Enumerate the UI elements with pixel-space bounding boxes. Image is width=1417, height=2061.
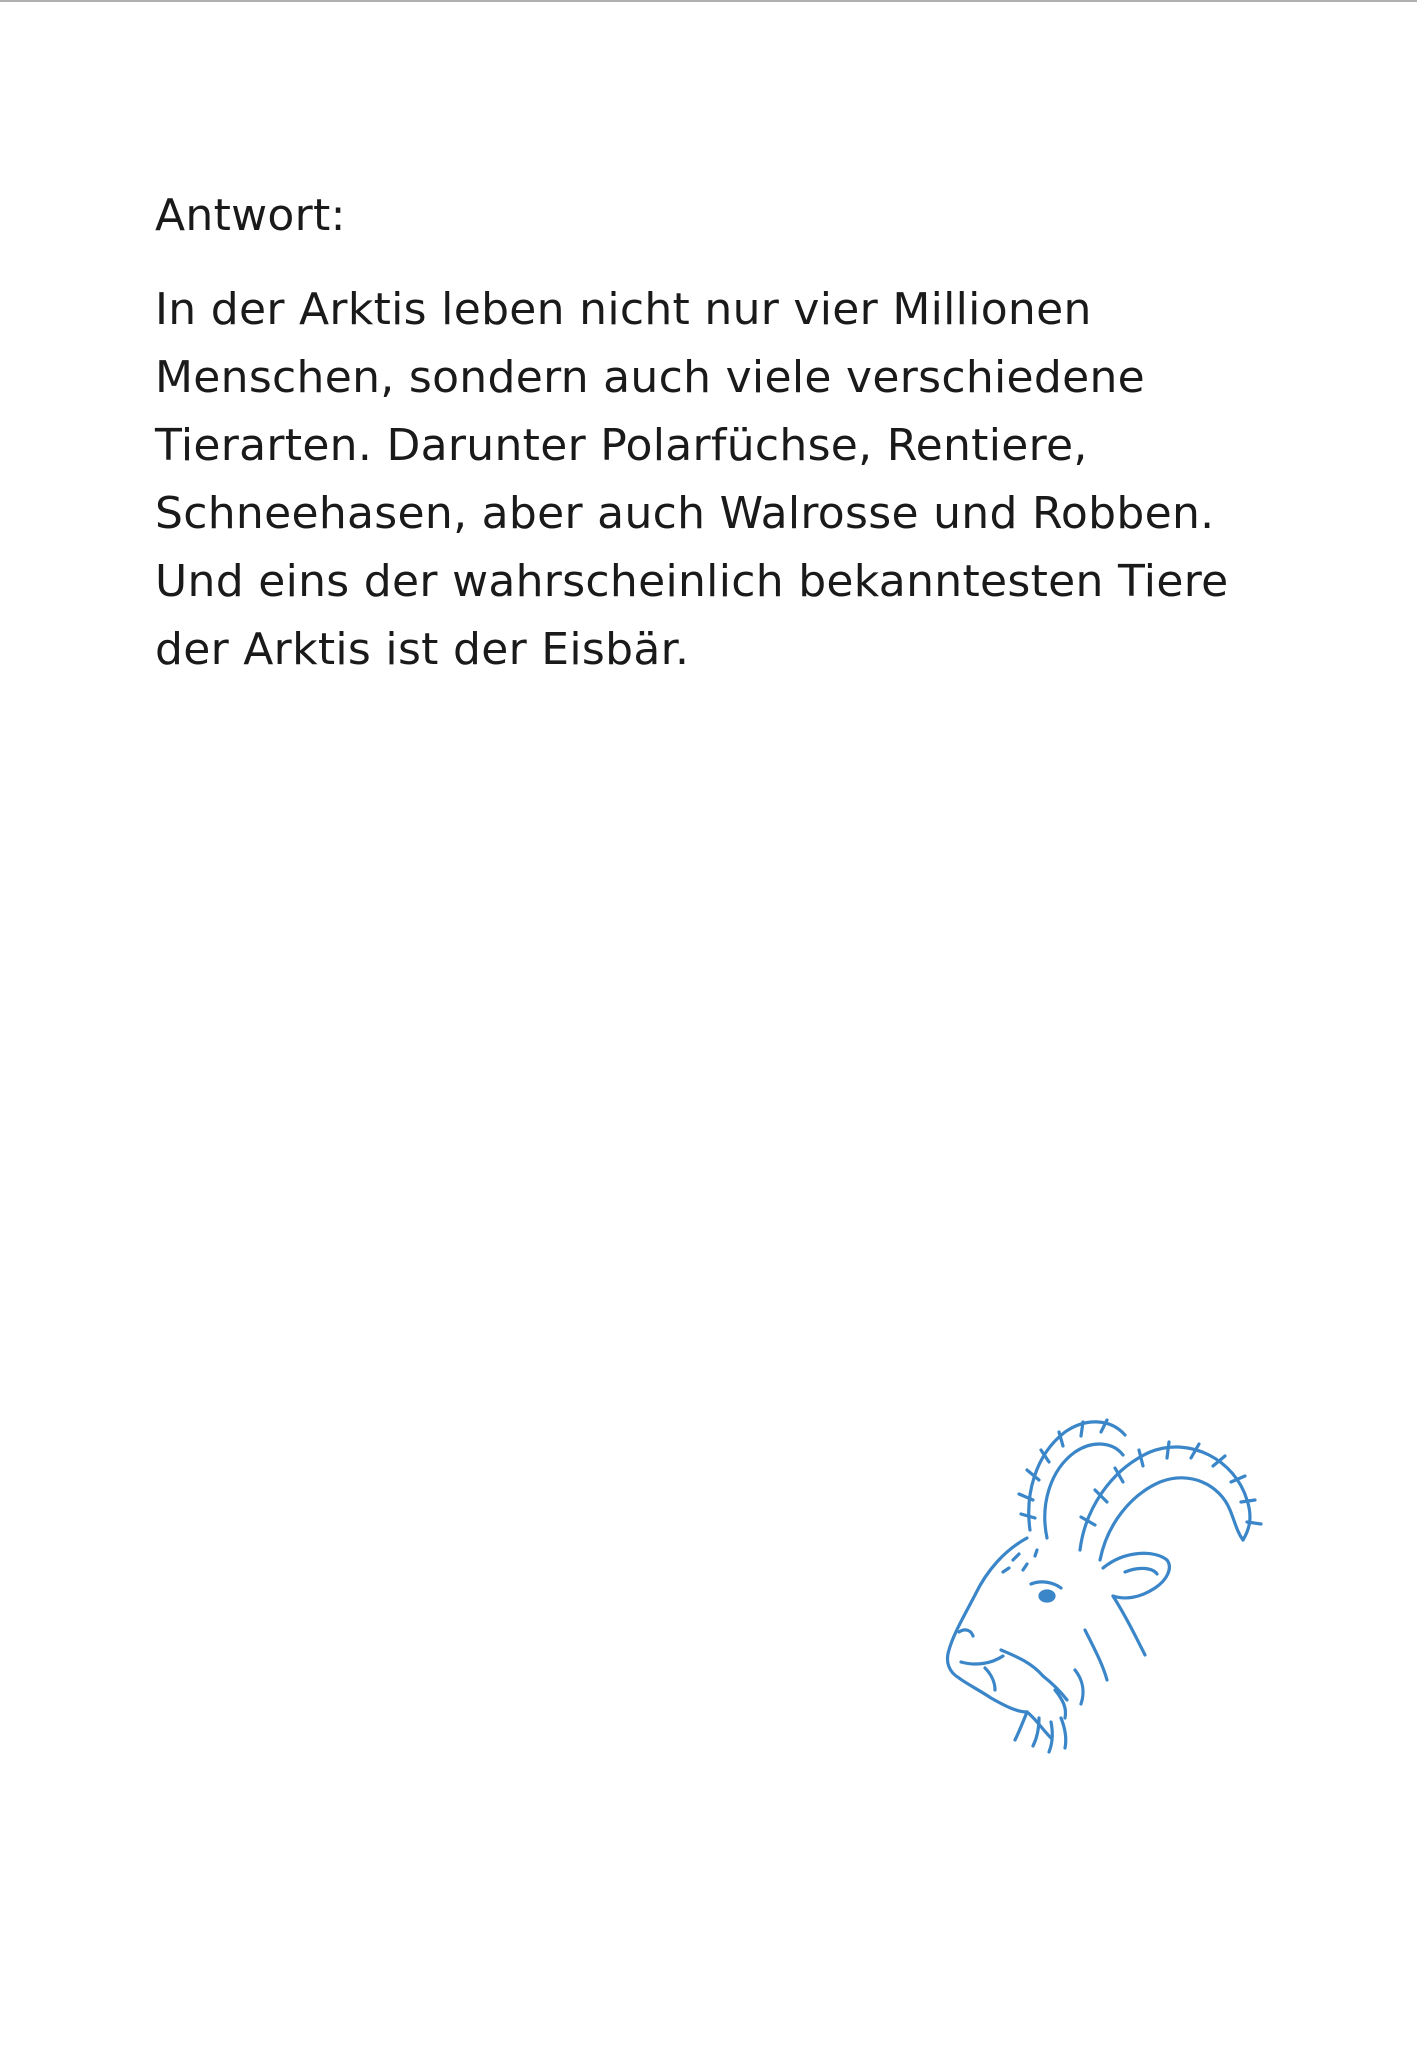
- answer-text: [155, 276, 1275, 684]
- answer-line-3: Tierarten. Darunter Polarfüchse, Rentiere,: [155, 420, 1088, 471]
- answer-line-1: In der Arktis leben nicht nur vier Millionen: [155, 284, 1092, 335]
- answer-line-5: Und eins der wahrscheinlich bekanntesten Tiere: [155, 556, 1229, 607]
- answer-line-6: der Arktis ist der Eisbär.: [155, 624, 690, 675]
- answer-section: [155, 182, 1275, 684]
- top-border-line: [0, 0, 1417, 2]
- goat-head-icon: [935, 1400, 1285, 1760]
- answer-label: Antwort:: [155, 190, 346, 241]
- answer-line-2: Menschen, sondern auch viele verschiedene: [155, 352, 1146, 403]
- answer-line-4: Schneehasen, aber auch Walrosse und Robben.: [155, 488, 1215, 539]
